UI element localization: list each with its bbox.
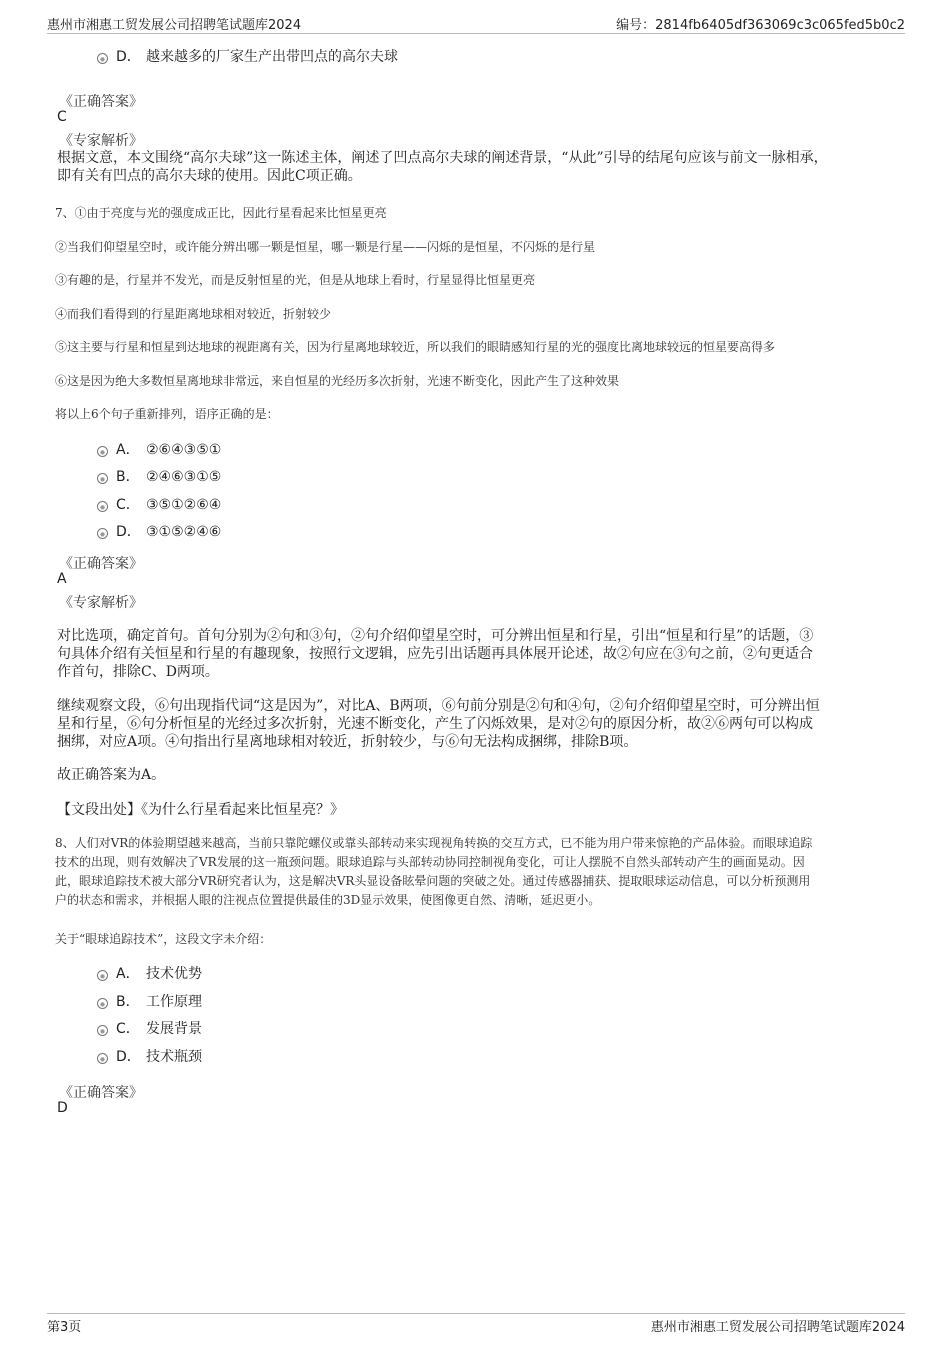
q8-answer: D: [57, 1100, 68, 1116]
q7-option-a[interactable]: A． ②⑥④③⑤①: [97, 440, 221, 460]
q7-analysis-p1: 对比选项，确定首句。首句分别为②句和③句，②句介绍仰望星空时，可分辨出恒星和行星，引出“恒星和行星”的话题，③ 句具体介绍有关恒星和行星的有趣现象，按照行文逻辑，应先引出话题再具体展开论述，故②句应在③句之前，②句更适合 作首句，排除C、D两项。: [57, 628, 814, 680]
radio-icon[interactable]: [97, 446, 108, 457]
q7-analysis-p2: 继续观察文段，⑥句出现指代词“这是因为”，对比A、B两项，⑥句前分别是②句和④句，②句介绍仰望星空时，可分辨出恒 星和行星，⑥句分析恒星的光经过多次折射，光速不断变化，产生了闪烁效果，是对②句的原因分析，故②⑥两句可以构成 捆绑，对应A项。④句指出行星离地球相对较近，折射较少，与⑥句无法构成捆绑，排除B项。: [57, 698, 820, 750]
header-title: 惠州市湘惠工贸发展公司招聘笔试题库2024: [47, 18, 302, 33]
q7-option-d[interactable]: D． ③①⑤②④⑥: [97, 522, 221, 542]
q7-answer: A: [57, 571, 67, 587]
q6-analysis: 根据文意，本文围绕“高尔夫球”这一陈述主体，阐述了凹点高尔夫球的阐述背景，“从此”引导的结尾句应该与前文一脉相承， 即有关有凹点的高尔夫球的使用。因此C项正确。: [57, 150, 828, 184]
q7-option-b[interactable]: B． ②④⑥③①⑤: [97, 467, 221, 487]
q6-option-d[interactable]: D． 越来越多的厂家生产出带凹点的高尔夫球: [97, 47, 398, 67]
q8-prompt: 关于“眼球追踪技术”，这段文字未介绍：: [55, 932, 272, 946]
q6-answer-title: 《正确答案》: [59, 94, 143, 110]
page-footer: [47, 1313, 905, 1336]
q7-sentence-3: ③有趣的是，行星并不发光，而是反射恒星的光，但是从地球上看时，行星显得比恒星更亮: [55, 273, 536, 287]
q8-option-d[interactable]: D． 技术瓶颈: [97, 1047, 202, 1067]
q7-option-c[interactable]: C． ③⑤①②⑥④: [97, 495, 221, 515]
q7-sentence-1: 7、①由于亮度与光的强度成正比，因此行星看起来比恒星更亮: [55, 206, 387, 220]
header-serial: 编号：2814fb6405df363069c3c065fed5b0c2: [616, 18, 905, 33]
q7-sentence-4: ④而我们看得到的行星距离地球相对较近，折射较少: [55, 307, 332, 321]
q7-analysis-p3: 故正确答案为A。: [57, 767, 166, 783]
q7-answer-title: 《正确答案》: [59, 556, 143, 572]
q7-sentence-2: ②当我们仰望星空时，或许能分辨出哪一颗是恒星，哪一颗是行星——闪烁的是恒星，不闪烁的是行星: [55, 240, 596, 254]
q8-option-b[interactable]: B． 工作原理: [97, 992, 202, 1012]
q8-passage: 8、人们对VR的体验期望越来越高，当前只靠陀螺仪或靠头部转动来实现视角转换的交互方式，已不能为用户带来惊艳的产品体验。而眼球追踪 技术的出现，则有效解决了VR发展的这一瓶颈问题。眼球追踪与头部转动协同控制视角变化，可让人摆脱不自然头部转动产生的画面晃动。因 此，眼球追踪技术被大部分VR研究者认为，这是解决VR头显设备眩晕问题的突破之处。通过传感器捕获、提取眼球运动信息，可以分析预测用 户的状态和需求，并根据人眼的注视点位置提供最佳的3D显示效果，使图像更自然、清晰，延迟更小。: [55, 836, 813, 907]
page-header: [47, 14, 905, 34]
radio-icon[interactable]: [97, 473, 108, 484]
q7-sentence-6: ⑥这是因为绝大多数恒星离地球非常远，来自恒星的光经历多次折射，光速不断变化，因此产生了这种效果: [55, 374, 620, 388]
q8-option-a[interactable]: A． 技术优势: [97, 964, 202, 984]
q7-analysis-title: 《专家解析》: [59, 595, 143, 611]
radio-icon[interactable]: [97, 970, 108, 981]
q7-sentence-5: ⑤这主要与行星和恒星到达地球的视距离有关，因为行星离地球较近，所以我们的眼睛感知行星的光的强度比离地球较远的恒星要高得多: [55, 340, 776, 354]
q8-answer-title: 《正确答案》: [59, 1085, 143, 1101]
q6-analysis-title: 《专家解析》: [59, 133, 143, 149]
radio-icon[interactable]: [97, 1025, 108, 1036]
q8-option-c[interactable]: C． 发展背景: [97, 1019, 202, 1039]
q7-prompt: 将以上6个句子重新排列，语序正确的是：: [55, 407, 279, 421]
q6-answer: C: [57, 109, 67, 125]
radio-icon[interactable]: [97, 998, 108, 1009]
radio-icon[interactable]: [97, 528, 108, 539]
footer-title: 惠州市湘惠工贸发展公司招聘笔试题库2024: [650, 1320, 905, 1335]
q7-source: 【文段出处】《为什么行星看起来比恒星亮？》: [57, 802, 344, 818]
radio-icon[interactable]: [97, 501, 108, 512]
radio-icon[interactable]: [97, 53, 108, 64]
page-number: 第3页: [47, 1320, 82, 1335]
radio-icon[interactable]: [97, 1053, 108, 1064]
